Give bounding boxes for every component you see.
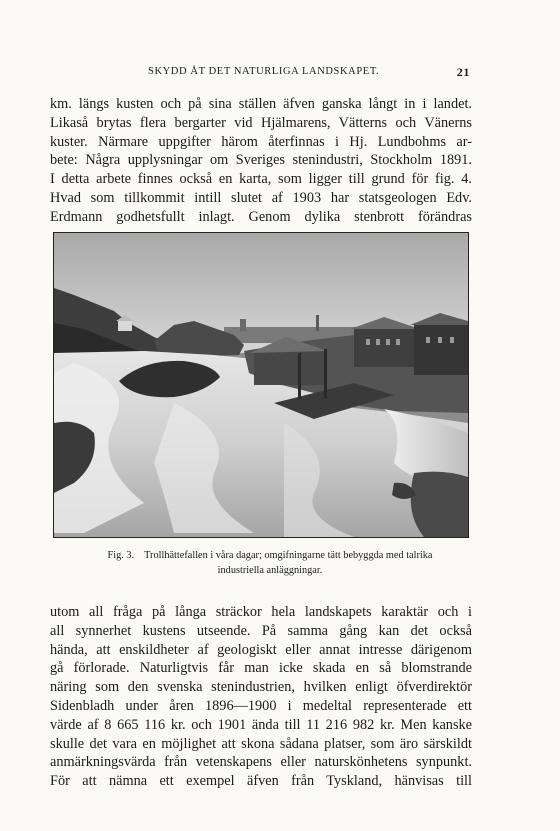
bottom-paragraph [50,603,472,791]
caption-line [70,548,470,563]
top-paragraph [50,95,472,227]
text-line: kuster. Närmare uppgifter härom återfinnas i Hj. Lundbohms ar- [50,133,472,150]
text-line: anmärkningsvärda från vetenskapens eller naturskönhetens synpunkt. [50,754,472,771]
text-line: I detta arbete finnes också en karta, som ligger till grund för fig. 4. [50,171,472,188]
caption-text: Trollhättefallen i våra dagar; omgifningarne tätt bebyggda med talrika [144,550,433,561]
text-line: För att nämna ett exempel äfven från Tyskland, hänvisas till [50,773,472,790]
text-line: gå förlorade. Naturligtvis får man icke skada en så blomstrande [50,660,472,677]
text-line: all synnerhet kustens utseende. På samma gång kan det också [50,622,472,639]
figure-label: Fig. 3. [107,550,135,561]
text-line: Sidenbladh under åren 1896—1900 i medeltal representerade ett [50,697,472,714]
figure-caption [70,548,470,578]
text-line: bete: Några upplysningar om Sveriges stenindustri, Stockholm 1891. [50,152,472,169]
text-line: näring som den svenska stenindustrien, hvilken enligt öfverdirektör [50,679,472,696]
page-number: 21 [456,65,470,79]
text-line: Hvad som tillkommit intill slutet af 1903 har statsgeologen Edv. [50,189,472,206]
text-line: Likaså brytas flera bergarter vid Hjälmarens, Vätterns och Vänerns [50,114,472,131]
text-line: hända, att enskildheter af geologiskt eller annat intresse därigenom [50,641,472,658]
text-line: värde af 8 665 116 kr. och 1901 ända till 11 216 982 kr. Men kanske [50,716,472,733]
text-line: skulle det vara en möjlighet att skona sådana platser, som äro särskildt [50,735,472,752]
running-title: SKYDD ÅT DET NATURLIGA LANDSKAPET. [148,66,380,77]
text-line: utom all fråga på långa sträckor hela landskapets karaktär och i [50,604,472,620]
caption-line-2: industriella anläggningar. [217,565,323,576]
waterfall-photograph [53,232,469,538]
text-line: km. längs kusten och på sina ställen äfven ganska långt in i landet. [50,96,472,112]
text-line: Erdmann godhetsfullt inlagt. Genom dylika stenbrott förändras [50,208,472,225]
